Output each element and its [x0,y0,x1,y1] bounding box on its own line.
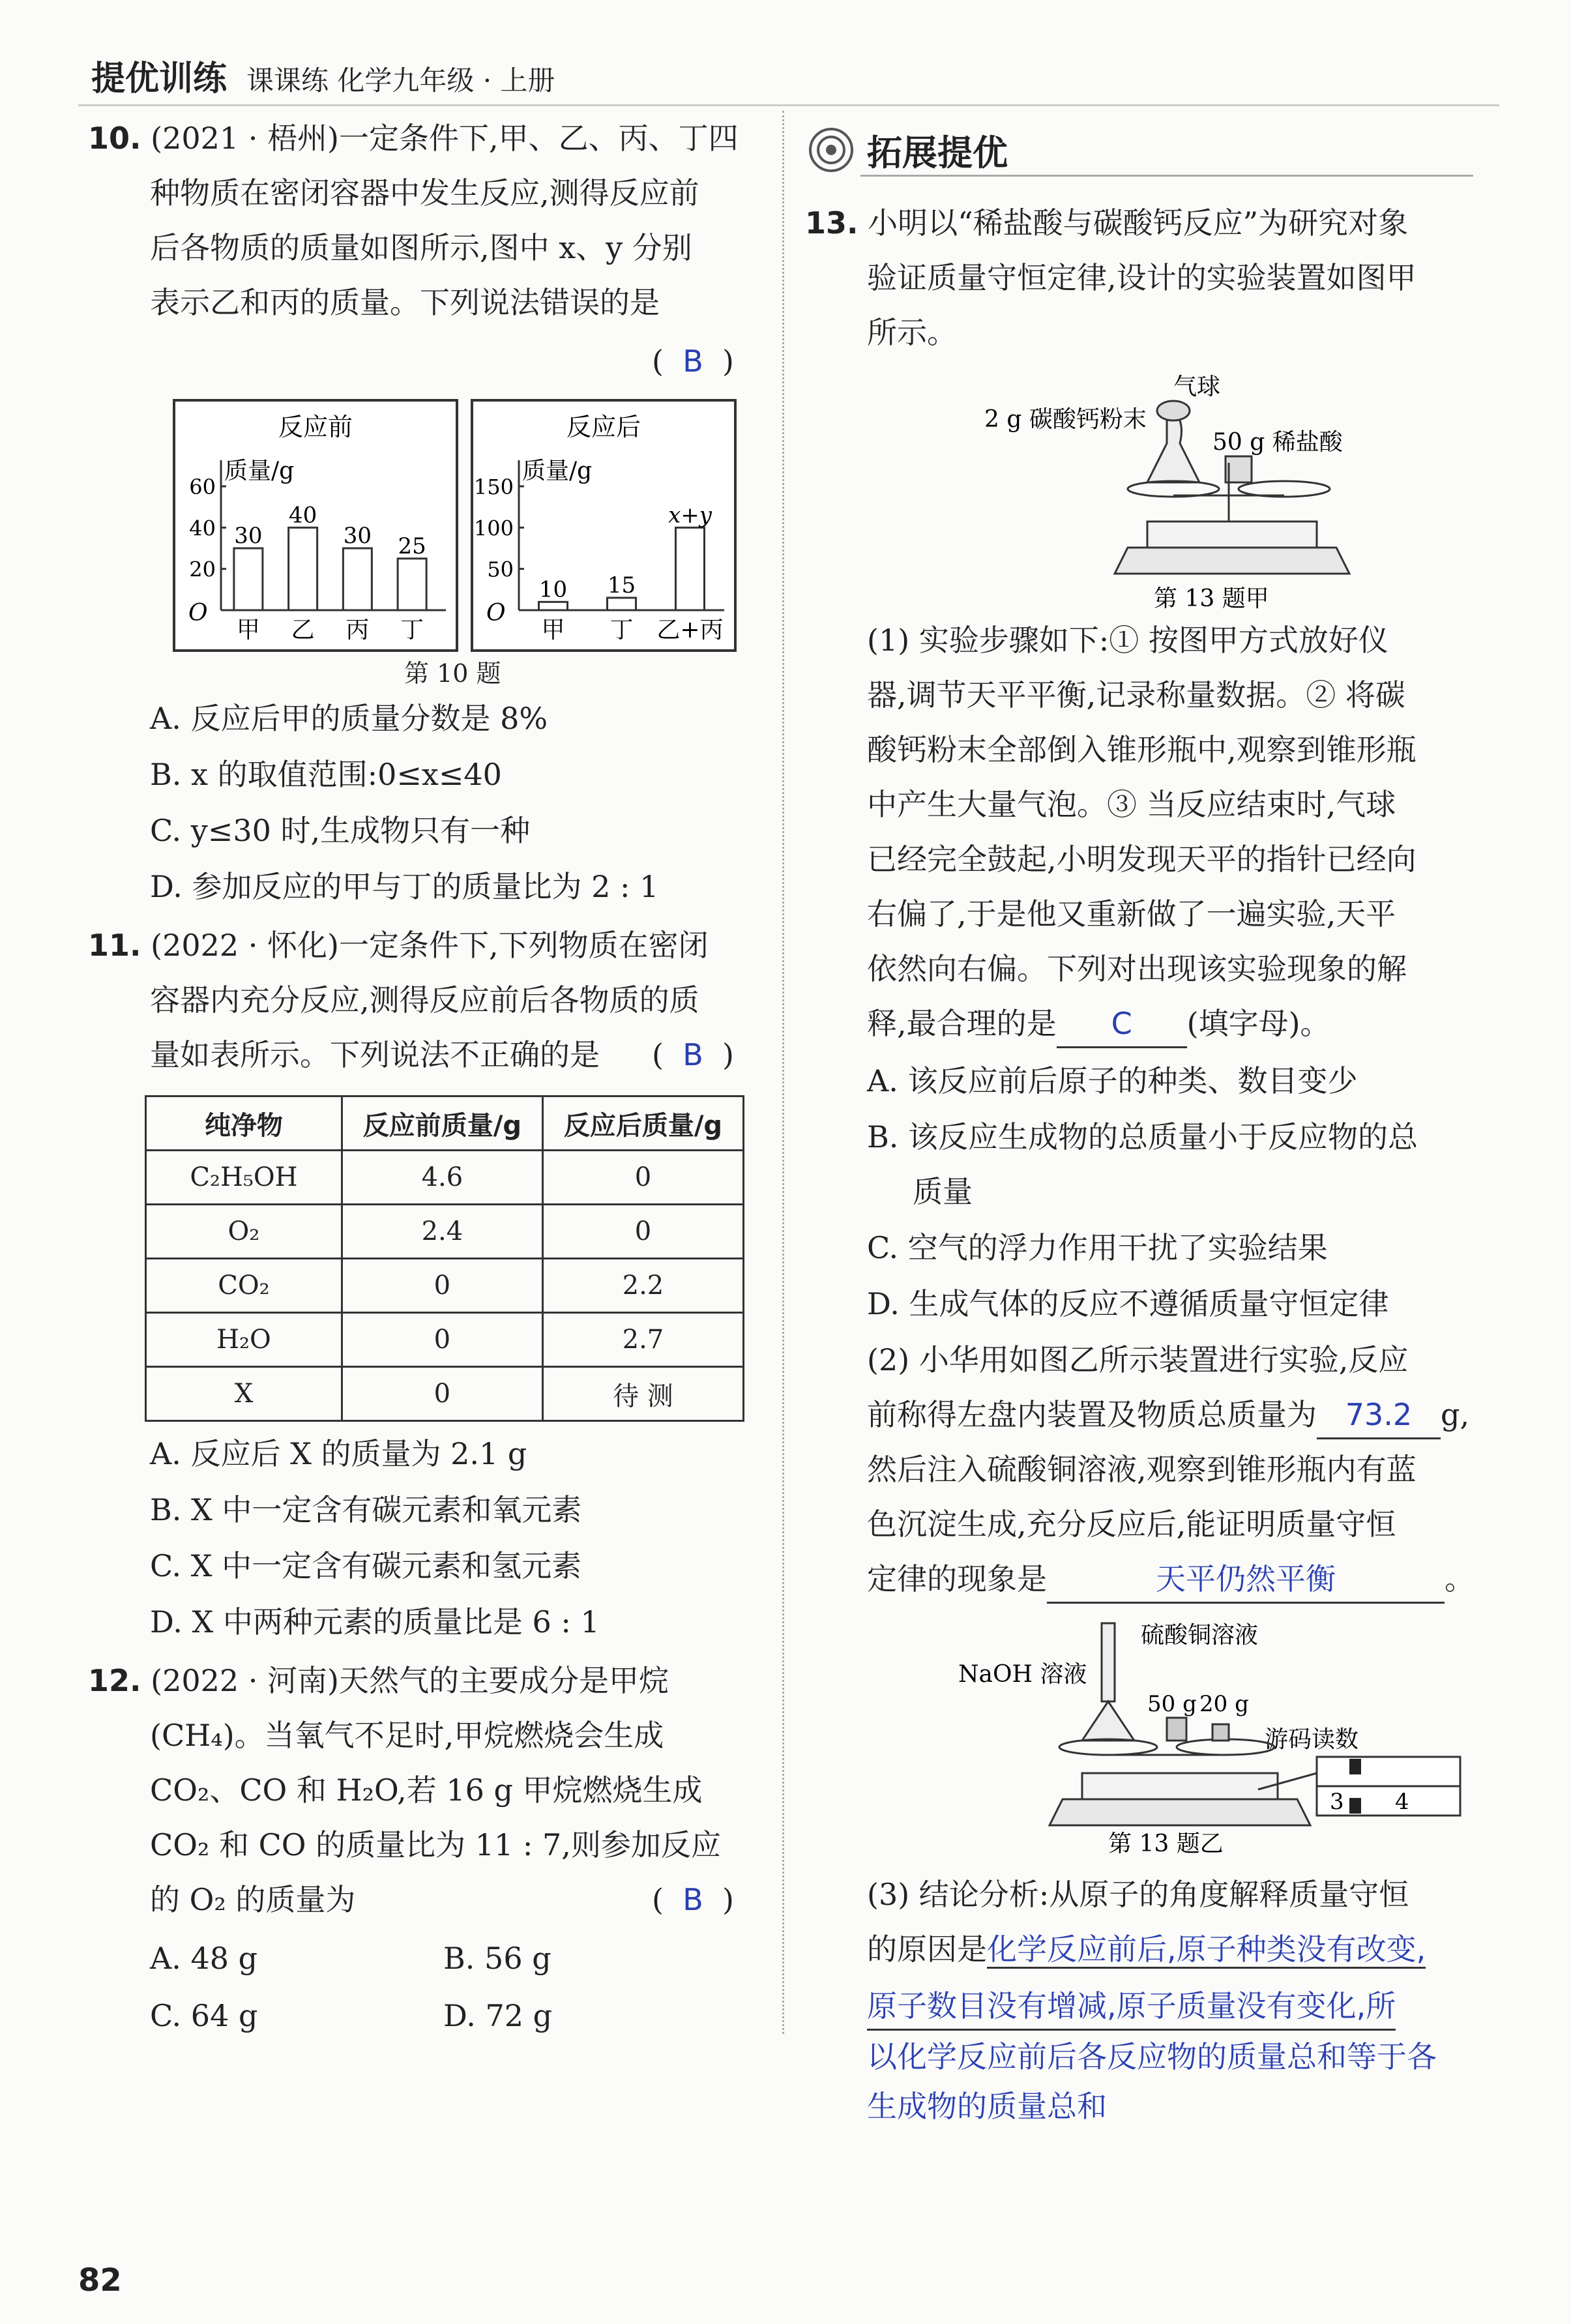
q12-option-c: C. 64 g [150,1998,258,2033]
left-pan [1128,481,1219,497]
table-header: 反应前质量/g [342,1096,542,1151]
chart2-ylabel: 质量/g [522,458,593,484]
page-header [91,51,555,100]
q13-p3-answer-2: 原子数目没有增减,原子质量没有变化,所 [867,1983,1396,2031]
q13-p2-5 [867,1552,1475,1606]
fig2-label-rider: 游码读数 [1265,1726,1359,1753]
q10-option-c: C. y≤30 时,生成物只有一种 [150,813,531,848]
q11-answer: B [683,1037,703,1072]
chart2-origin: O [486,600,506,626]
table-cell: 0 [542,1205,743,1259]
q11-option-c: C. X 中一定含有碳元素和氢元素 [150,1548,582,1583]
table-row [146,1259,744,1313]
balance-body [1082,1773,1278,1799]
q11-option-b: B. X 中一定含有碳元素和氧元素 [150,1492,582,1527]
q13-p1-last-post: (填字母)。 [1186,1006,1330,1041]
column-divider [782,111,784,2034]
q12-text-1: (2022 · 河南)天然气的主要成分是甲烷 [151,1663,669,1698]
q13-p3-answer-3: 以化学反应前后各反应物的质量总和等于各 [867,2039,1437,2074]
right-pan [1239,481,1330,497]
q10-number: 10. [88,121,141,156]
q12-number: 12. [88,1663,141,1698]
header-rule [78,104,1499,106]
dropper-shape [1102,1623,1115,1701]
q12-answer-bracket: ( B ) [652,1882,734,1917]
y-tick-label: 60 [189,475,216,499]
y-tick-label: 50 [487,557,514,582]
q11-line-1 [88,918,709,973]
fig1-label-hcl: 50 g 稀盐酸 [1212,429,1343,456]
y-tick-label: 40 [189,516,216,541]
table-cell: 待 测 [542,1367,743,1421]
chart-after [471,399,737,652]
flask-shape [1082,1701,1134,1741]
q10-text-3: 后各物质的质量如图所示,图中 x、y 分别 [150,230,692,265]
q13-option-d: D. 生成气体的反应不遵循质量守恒定律 [867,1286,1389,1321]
q13-text-3: 所示。 [867,315,957,350]
bar [289,527,317,610]
rider-marker [1349,1798,1361,1814]
q13-p1-8 [867,996,1330,1051]
q13-p2-answer2-blank: 天平仍然平衡 [1047,1556,1445,1604]
chart1-ylabel: 质量/g [224,458,295,484]
q13-p3-answer-4: 生成物的质量总和 [867,2089,1107,2124]
table-cell: 4.6 [342,1151,542,1205]
fig2-label-naoh: NaOH 溶液 [958,1661,1087,1688]
figure-13a-balance [978,365,1434,613]
q13-p3-pre: 的原因是 [867,1932,987,1967]
balance-body [1147,522,1317,548]
q10-answer-bracket: ( B ) [652,344,734,379]
q13-number: 13. [805,205,859,241]
q11-text-1: (2022 · 怀化)一定条件下,下列物质在密闭 [151,928,709,963]
category-label: 乙+丙 [656,617,724,643]
table-cell: 0 [542,1151,743,1205]
table-cell: 0 [342,1367,542,1421]
q13-p1-3: 酸钙粉末全部倒入锥形瓶中,观察到锥形瓶 [867,732,1417,767]
q13-option-c: C. 空气的浮力作用干扰了实验结果 [867,1230,1328,1265]
q10-line-1 [88,111,739,166]
y-tick-label: 20 [189,557,216,582]
fig1-label-balloon: 气球 [1173,374,1221,400]
chart1-title: 反应前 [278,413,353,441]
bar [398,559,426,610]
q12-option-d: D. 72 g [443,1998,553,2033]
table-cell: 0 [342,1313,542,1367]
bar [676,527,705,610]
section-title: 拓展提优 [867,132,1008,173]
q13-option-b: B. 该反应生成物的总质量小于反应物的总 [867,1119,1418,1155]
table-cell: 2.7 [542,1313,743,1367]
q12-line-1 [88,1653,669,1708]
q13-p2-1: (2) 小华用如图乙所示装置进行实验,反应 [867,1342,1409,1377]
q12-text-3: CO₂、CO 和 H₂O,若 16 g 甲烷燃烧生成 [150,1772,703,1808]
table-cell: 0 [342,1259,542,1313]
q13-p1-7: 依然向右偏。下列对出现该实验现象的解 [867,951,1407,986]
q13-p1-last-pre: 释,最合理的是 [867,1006,1057,1041]
q11-text-3: 量如表所示。下列说法不正确的是 [150,1037,600,1072]
fig2-scale-3: 3 [1330,1789,1344,1815]
data-label: 40 [288,502,317,529]
table-cell: C₂H₅OH [146,1151,342,1205]
q13-p1-2: 器,调节天平平衡,记录称量数据。② 将碳 [867,677,1405,713]
table-cell: 2.2 [542,1259,743,1313]
q13-p1-5: 已经完全鼓起,小明发现天平的指针已经向 [867,842,1417,877]
book-subtitle: 课课练 化学九年级 · 上册 [246,65,555,96]
bar [234,548,263,610]
fig2-caption: 第 13 题乙 [1108,1831,1224,1857]
q12-option-b: B. 56 g [443,1941,551,1976]
q10-option-b: B. x 的取值范围:0≤x≤40 [150,757,502,792]
table-cell: O₂ [146,1205,342,1259]
q13-p2-answer1-blank: 73.2 [1317,1392,1441,1439]
q12-option-a: A. 48 g [150,1941,258,1976]
data-label: 30 [234,523,263,549]
brand: 提优训练 [91,59,228,98]
q13-p2-2 [867,1387,1469,1442]
q13-p2-4: 色沉淀生成,充分反应后,能证明质量守恒 [867,1507,1396,1542]
chart-before [173,399,458,652]
right-pan [1177,1739,1274,1755]
weight-20g [1212,1724,1229,1741]
q11-option-d: D. X 中两种元素的质量比是 6 : 1 [150,1604,600,1640]
table-header-row [146,1096,744,1151]
y-tick-label: 100 [473,516,514,541]
q13-p2-5-post: 。 [1445,1561,1475,1596]
page-number: 82 [78,2262,122,2299]
balloon-shape [1157,401,1190,420]
q11-answer-bracket: ( B ) [652,1037,734,1072]
q10-text-4: 表示乙和丙的质量。下列说法错误的是 [150,285,660,320]
q13-p2-2-post: g, [1441,1397,1470,1432]
q13-option-b-cont: 质量 [913,1174,973,1209]
q12-text-5: 的 O₂ 的质量为 [150,1882,356,1917]
q13-option-a: A. 该反应前后原子的种类、数目变少 [867,1063,1358,1098]
fig2-label-20g: 20 g [1199,1691,1249,1717]
table-cell: 2.4 [342,1205,542,1259]
q13-p3-answer-1: 化学反应前后,原子种类没有改变, [987,1932,1426,1969]
table-row [146,1313,744,1367]
figure-13b-balance [952,1610,1473,1858]
section-rule [860,175,1473,177]
q13-p2-3: 然后注入硫酸铜溶液,观察到锥形瓶内有蓝 [867,1452,1417,1487]
data-label: 10 [538,576,568,603]
q13-p3-1: (3) 结论分析:从原子的角度解释质量守恒 [867,1877,1409,1912]
q13-p2-2-pre: 前称得左盘内装置及物质总质量为 [867,1397,1317,1432]
y-tick-label: 150 [473,475,514,499]
table-cell: CO₂ [146,1259,342,1313]
category-label: 甲 [541,617,565,643]
q13-p1-6: 右偏了,于是他又重新做了一遍实验,天平 [867,896,1396,932]
bar [539,602,568,610]
rider-marker [1349,1759,1361,1774]
q11-option-a: A. 反应后 X 的质量为 2.1 g [150,1436,527,1471]
target-icon [805,124,857,176]
q13-p3-2 [867,1922,1426,1977]
q11-table [145,1095,744,1422]
q10-text-1: (2021 · 梧州)一定条件下,甲、乙、丙、丁四 [151,121,739,156]
category-label: 乙 [291,617,315,643]
q13-text-2: 验证质量守恒定律,设计的实验装置如图甲 [867,260,1417,295]
bar [343,548,372,610]
table-cell: H₂O [146,1313,342,1367]
data-label: 15 [607,572,636,598]
data-label: 25 [398,533,426,559]
fig1-caption: 第 13 题甲 [1154,585,1269,612]
q10-option-d: D. 参加反应的甲与丁的质量比为 2 : 1 [150,869,659,904]
chart1-origin: O [188,600,208,626]
category-label: 丁 [400,617,424,643]
q13-p2-5-pre: 定律的现象是 [867,1561,1047,1596]
q12-text-4: CO₂ 和 CO 的质量比为 11 : 7,则参加反应 [150,1827,721,1862]
chart2-title: 反应后 [566,413,641,441]
fig2-label-cuso4: 硫酸铜溶液 [1141,1622,1259,1649]
category-label: 丙 [345,617,370,643]
q11-number: 11. [88,928,141,963]
table-header: 纯净物 [146,1096,342,1151]
table-row [146,1367,744,1421]
fig2-scale-4: 4 [1395,1789,1409,1815]
category-label: 甲 [236,617,260,643]
category-label: 丁 [609,617,634,643]
data-label: x+y [668,502,712,529]
left-pan [1059,1739,1157,1755]
q13-line-1 [805,196,1408,250]
q13-text-1: 小明以“稀盐酸与碳酸钙反应”为研究对象 [868,205,1409,241]
data-label: 30 [343,523,372,549]
q13-p1-4: 中产生大量气泡。③ 当反应结束时,气球 [867,787,1396,822]
fig2-label-50g: 50 g [1147,1691,1197,1717]
q12-text-2: (CH₄)。当氧气不足时,甲烷燃烧会生成 [150,1718,664,1753]
q10-caption: 第 10 题 [404,659,501,688]
table-header: 反应后质量/g [542,1096,743,1151]
table-row [146,1151,744,1205]
q13-p1-1: (1) 实验步骤如下:① 按图甲方式放好仪 [867,623,1388,658]
fig1-label-caco3: 2 g 碳酸钙粉末 [984,406,1147,433]
weight-50g [1167,1718,1186,1741]
q10-option-a: A. 反应后甲的质量分数是 8% [150,701,548,736]
q11-text-2: 容器内充分反应,测得反应前后各物质的质 [150,982,699,1018]
table-cell: X [146,1367,342,1421]
balance-base [1115,548,1349,574]
q10-text-2: 种物质在密闭容器中发生反应,测得反应前 [150,175,699,211]
bar [608,598,636,610]
q10-answer: B [683,344,703,379]
balance-base [1050,1799,1310,1825]
q12-answer: B [683,1882,703,1917]
q13-p1-answer-blank: C [1057,1001,1187,1048]
table-row [146,1205,744,1259]
